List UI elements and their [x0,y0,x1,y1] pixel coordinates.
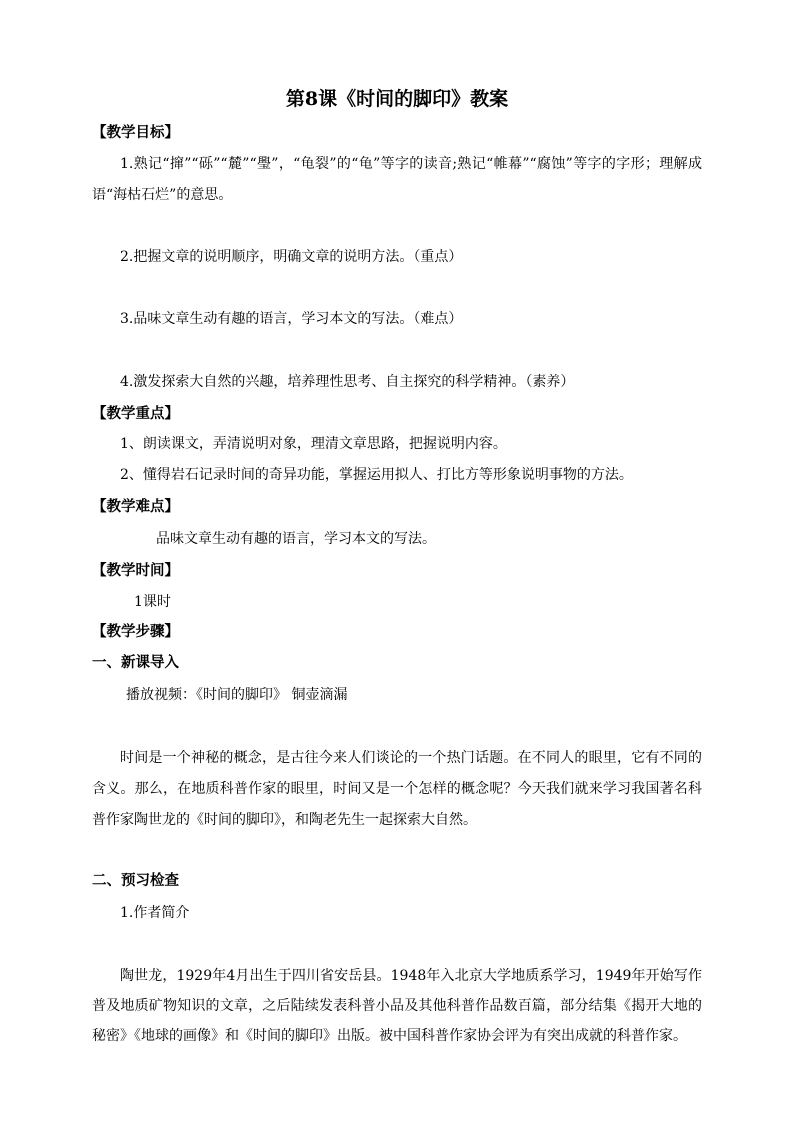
key-points-heading: 【教学重点】 [92,405,179,422]
key-points-item-2: 2、懂得岩石记录时间的奇异功能，掌握运用拟人、打比方等形象说明事物的方法。 [120,467,633,483]
difficulties-heading: 【教学难点】 [92,498,179,515]
document-title: 第8课《时间的脚印》教案 [285,88,509,110]
goals-heading: 【教学目标】 [92,124,179,141]
author-paragraph: 陶世龙，1929年4月出生于四川省安岳县。1948年入北京大学地质系学习，1949年开始写作普及地质矿物知识的文章，之后陆续发表科普小品及其他科普作品数百篇，部分结集《揭开大地的秘密》《地球的画像》和《时间的脚印》出版。被中国科普作家协会评为有突出成就的科普作家。 [92,968,702,1044]
section-2-sub-1: 1.作者简介 [120,905,190,921]
section-2-heading: 二、预习检查 [92,872,179,889]
time-value: 1课时 [134,594,171,610]
key-points-item-1: 1、朗读课文，弄清说明对象，理清文章思路，把握说明内容。 [120,436,507,452]
section-1-video: 播放视频：《时间的脚印》 铜壶滴漏 [126,687,348,703]
section-1-heading: 一、新课导入 [92,654,179,671]
steps-heading: 【教学步骤】 [92,623,179,640]
difficulties-item-1: 品味文章生动有趣的语言，学习本文的写法。 [156,531,436,547]
goals-item-4: 4.激发探索大自然的兴趣，培养理性思考、自主探究的科学精神。（素养） [120,374,575,390]
goals-item-1: 1.熟记“撺”“砾”“麓”“璺”，“龟裂”的“龟”等字的读音;熟记“帷幕”“腐蚀”等字的字形；理解成语“海枯石烂”的意思。 [92,156,702,203]
section-1-paragraph: 时间是一个神秘的概念，是古往今来人们谈论的一个热门话题。在不同人的眼里，它有不同的含义。那么，在地质科普作家的眼里，时间又是一个怎样的概念呢？今天我们就来学习我国著名科普作家陶世龙的《时间的脚印》，和陶老先生一起探索大自然。 [92,750,702,828]
time-heading: 【教学时间】 [92,562,179,579]
goals-item-3: 3.品味文章生动有趣的语言，学习本文的写法。（难点） [120,311,463,327]
goals-item-2: 2.把握文章的说明顺序，明确文章的说明方法。（重点） [120,249,463,265]
